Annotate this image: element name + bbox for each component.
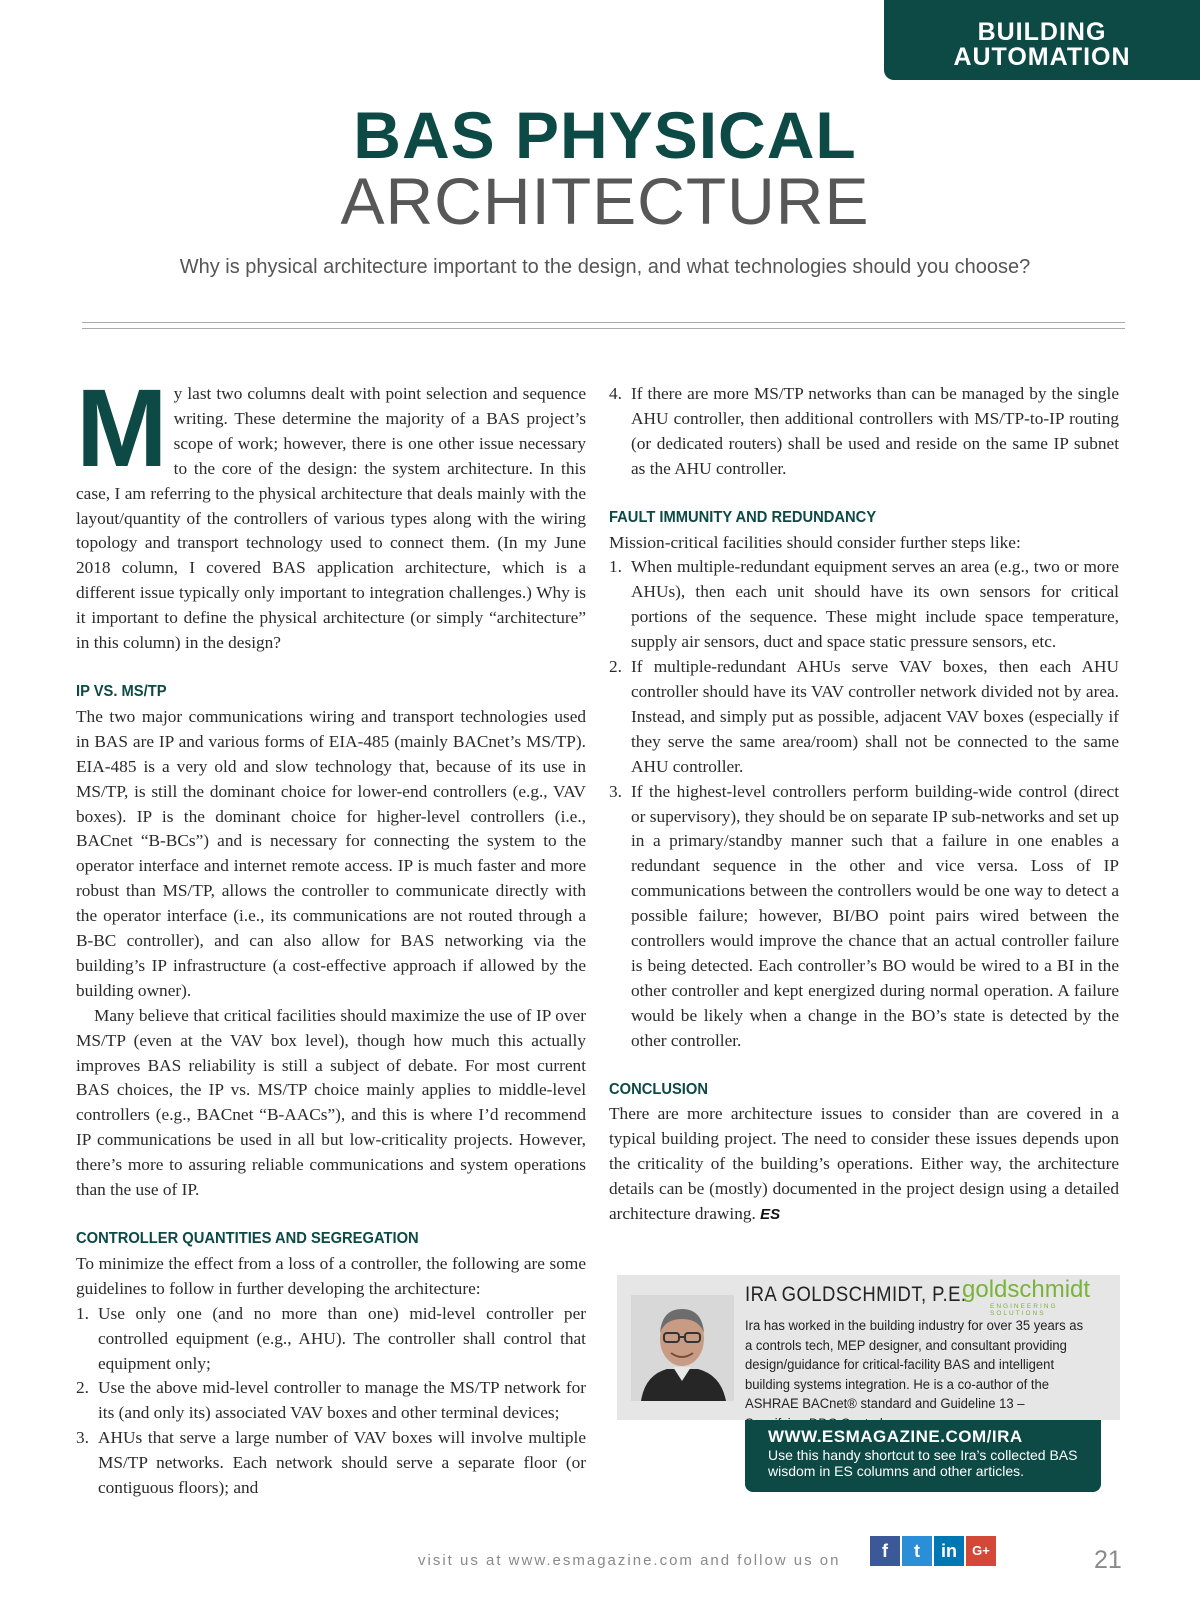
right-column (609, 382, 1119, 1228)
list-item-text: Use only one (and no more than one) mid-level controller per controlled equipment (e.g., AHU). The controller shall control that equipment only; (98, 1303, 586, 1373)
list-item-number: 3. (609, 781, 622, 801)
section-tab (884, 0, 1200, 80)
intro-paragraph (76, 367, 586, 656)
list-item-text: If multiple-redundant AHUs serve VAV boxes, then each AHU controller should have its VAV controller network divided not by area. Instead, and simply put as possible, adjacent VAV boxes (especially if they serve the same area/room) shall not be connected to the same AHU controller. (631, 657, 1119, 776)
shortcut-callout[interactable] (745, 1420, 1101, 1492)
controller-intro: To minimize the effect from a loss of a controller, the following are some guidelines to follow in further developing the architecture: (76, 1253, 586, 1298)
list-item (609, 555, 1119, 655)
list-item-text: Use the above mid-level controller to manage the MS/TP network for its (and only its) associated VAV boxes and other terminal devices; (98, 1378, 586, 1423)
heading-conclusion: CONCLUSION (609, 1080, 708, 1098)
heading-controller-quantities: CONTROLLER QUANTITIES AND SEGREGATION (76, 1230, 419, 1247)
ip-paragraph-1: The two major communications wiring and transport technologies used in BAS are IP and various forms of EIA-485 (mainly BACnet’s MS/TP). EIA-485 is a very old and slow technology that, because of its use in MS/TP, is still the dominant choice for lower-end controllers (e.g., VAV boxes). IP is the dominant choice for higher-level controllers (i.e., BACnet “B-BCs”) and is necessary for connecting the system to the operator interface and internet remote access. IP is much faster and more robust than MS/TP, allows the controller to communicate directly with the operator interface (i.e., its communications are not routed through a B-BC controller), and can also allow for BAS networking via the building’s IP infrastructure (a cost-effective approach if allowed by the building owner). (76, 706, 586, 1000)
divider-bottom (82, 328, 1125, 329)
fault-intro: Mission-critical facilities should consider further steps like: (609, 532, 1021, 552)
googleplus-icon[interactable]: G+ (966, 1536, 996, 1566)
list-item (609, 780, 1119, 1054)
list-item-text: If the highest-level controllers perform building-wide control (direct or supervisory), they should be on separate IP sub-networks and set up in a primary/standby manner such that a failure in one enables a redundant sequence in the other and vice versa. Loss of IP communications between the controllers would be one way to detect a possible failure; however, BI/BO point pairs wired between the controllers would improve the chance that an actual controller failure is being detected. Each controller’s BO would be wired to a BI in the other controller and kept energized during normal operation. A failure would be likely when a change in the BO’s state is detected by the other controller. (631, 781, 1119, 1050)
list-item-number: 2. (76, 1378, 89, 1398)
list-item-number: 3. (76, 1428, 89, 1448)
controller-guidelines-list-continued (609, 382, 1119, 482)
list-item-text: AHUs that serve a large number of VAV boxes will involve multiple MS/TP networks. Each network should serve a separate floor (or contiguous floors); and (98, 1428, 586, 1498)
social-icons (870, 1536, 998, 1566)
logo-wordmark: goldschmidt (962, 1276, 1091, 1303)
list-item-text: When multiple-redundant equipment serves an area (e.g., two or more AHUs), then each unit should have its own sensors for critical portions of the sequence. These might include space temperature, supply air sensors, duct and space static pressure sensors, etc. (631, 557, 1119, 652)
logo-tagline: ENGINEERING SOLUTIONS (990, 1303, 1058, 1317)
linkedin-icon[interactable]: in (934, 1536, 964, 1566)
heading-fault-immunity: FAULT IMMUNITY AND REDUNDANCY (609, 508, 877, 526)
article-subtitle: Why is physical architecture important to the design, and what technologies should you choose? (179, 256, 1031, 278)
divider-top (82, 322, 1125, 323)
fault-steps-list (609, 555, 1119, 1053)
list-item (76, 1376, 586, 1426)
section-tab-line1: BUILDING (977, 18, 1107, 46)
list-item-number: 1. (609, 557, 622, 577)
end-mark-logo: ES (760, 1206, 781, 1224)
footer-text: visit us at www.esmagazine.com and follow us on (418, 1552, 841, 1569)
shortcut-url-link[interactable]: WWW.ESMAGAZINE.COM/IRA (768, 1427, 1023, 1446)
page-number: 21 (1094, 1546, 1122, 1574)
list-item-number: 4. (609, 384, 622, 403)
section-tab-line2: AUTOMATION (953, 43, 1131, 71)
list-item (609, 655, 1119, 780)
left-column (76, 367, 586, 1501)
author-name: IRA GOLDSCHMIDT, P.E. (745, 1283, 967, 1306)
goldschmidt-logo (962, 1277, 1112, 1317)
conclusion-paragraph (609, 1102, 1119, 1228)
list-item (609, 382, 1119, 482)
article-title-line2: ARCHITECTURE (340, 164, 870, 238)
article-title-line1: BAS PHYSICAL (353, 98, 857, 172)
list-item (76, 1426, 586, 1501)
drop-cap: M (76, 367, 168, 490)
author-portrait-icon (631, 1295, 734, 1401)
ip-paragraph-2: Many believe that critical facilities should maximize the use of IP over MS/TP (even at the VAV box level), though how much this actually improves BAS reliability is still a subject of debate. For most current BAS choices, the IP vs. MS/TP choice mainly applies to middle-level controllers (e.g., BACnet “B-AACs”), and this is where I’d recommend IP communications be used in all but low-criticality projects. However, there’s more to assuring reliable communications and system operations than the use of IP. (76, 1005, 586, 1200)
author-photo (631, 1295, 734, 1401)
list-item-number: 2. (609, 657, 622, 677)
heading-ip-vs-mstp: IP VS. MS/TP (76, 682, 167, 700)
list-item (76, 1302, 586, 1377)
author-bio-text: Ira has worked in the building industry for over 35 years as a controls tech, MEP designer, and consultant providing design/guidance for critical-facility BAS and intelligent building systems integration. He is a co-author of the ASHRAE BACnet® standard and Guideline 13 – (745, 1318, 1084, 1413)
list-item-number: 1. (76, 1303, 89, 1323)
twitter-icon[interactable]: t (902, 1536, 932, 1566)
facebook-icon[interactable]: f (870, 1536, 900, 1566)
intro-text: y last two columns dealt with point selection and sequence writing. These determine the majority of a BAS project’s scope of work; however, there is one other issue necessary to the core of the design: the system architecture. In this case, I am referring to the physical architecture that deals mainly with the layout/quantity of the controllers of various types along with the wiring topology and transport technology used to connect them. (In my June 2018 column, I covered BAS application architecture, which is a different issue typically only important to integration challenges.) Why is it important to define the physical architecture (or simply “architecture” in this column) in the design? (76, 384, 586, 653)
conclusion-text: There are more architecture issues to consider than are covered in a typical building project. The need to consider these issues depends upon the criticality of the building’s operations. Either way, the architecture details can be (mostly) documented in the project design using a detailed architecture drawing. (609, 1104, 1119, 1224)
list-item-text: If there are more MS/TP networks than can be managed by the single AHU controller, then additional controllers with MS/TP-to-IP routing (or dedicated routers) shall be used and reside on the same IP subnet as the AHU controller. (631, 384, 1119, 478)
author-bio-box (617, 1275, 1120, 1420)
controller-guidelines-list (76, 1302, 586, 1501)
shortcut-description: Use this handy shortcut to see Ira’s collected BAS wisdom in ES columns and other articles. (768, 1447, 1078, 1479)
